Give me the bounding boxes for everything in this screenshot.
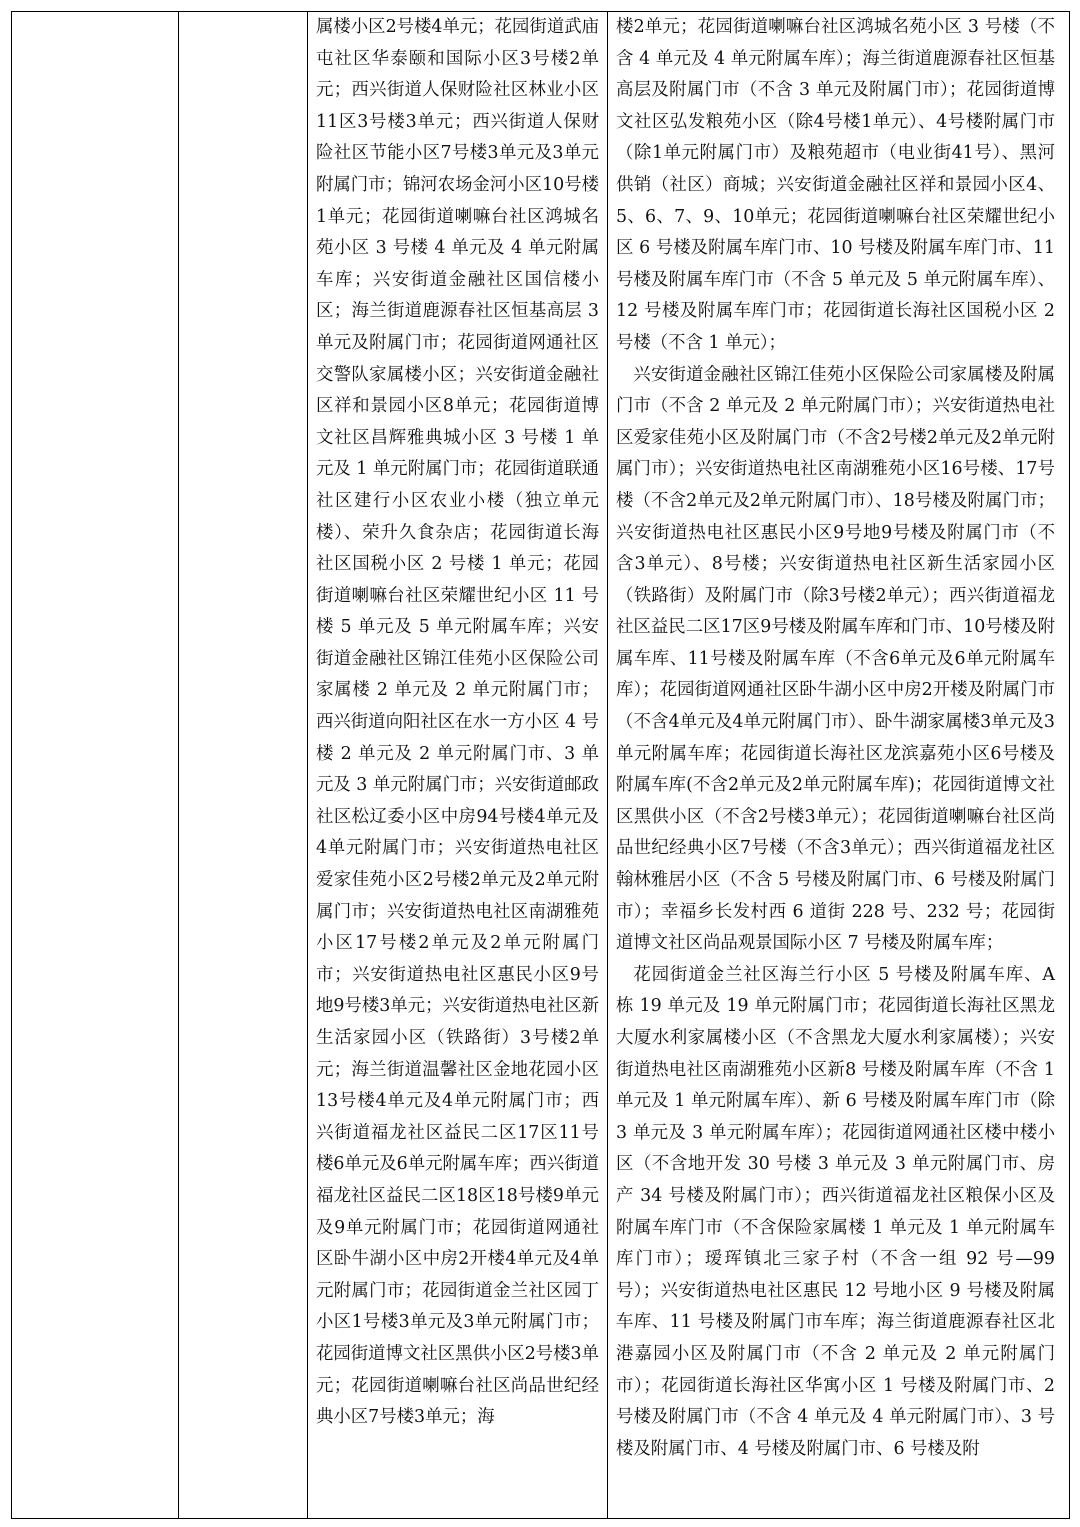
col4-paragraph-2: 兴安街道金融社区锦江佳苑小区保险公司家属楼及附属门市（不含 2 单元及 2 单元附属门市）；兴安街道热电社区爱家佳苑小区及附属门市（不含2号楼2单元及2单元附属门市）；兴安街道热电社区南湖雅苑小区16号楼、17号楼（不含2单元及2单元附属门市）、18号楼及附属门市；兴安街道热电社区惠民小区9号地9号楼及附属门市（不含3单元）、8号楼；兴安街道热电社区新生活家园小区（铁路街）及附属门市（除3号楼2单元）；西兴街道福龙社区益民二区17区9号楼及附属车库和门市、10号楼及附属车库、11号楼及附属车库（不含6单元及6单元附属车库）；花园街道网通社区卧牛湖小区中房2开楼及附属门市（不含4单元及4单元附属门市）、卧牛湖家属楼3单元及3单元附属车库；花园街道长海社区龙滨嘉苑小区6号楼及附属车库(不含2单元及2单元附属车库)；花园街道博文社区黑供小区（不含2号楼3单元）；花园街道喇嘛台社区尚品世纪经典小区7号楼（不含3单元）；西兴街道福龙社区翰林雅居小区（不含 5 号楼及附属门市、6 号楼及附属门市）；幸福乡长发村西 6 道街 228 号、232 号；花园街道博文社区尚品观景国际小区 7 号楼及附属车库；: [616, 364, 1055, 954]
table-cell-col3: [308, 12, 608, 1519]
table-cell-col2: [179, 12, 308, 1519]
table-cell-col4: [608, 12, 1070, 1519]
document-table: [11, 11, 1070, 1519]
table-row: [12, 12, 1070, 1519]
cell-text-col4: [608, 12, 1069, 1518]
col4-paragraph-3: 花园街道金兰社区海兰行小区 5 号楼及附属车库、A 栋 19 单元及 19 单元附属门市；花园街道长海社区黑龙大厦水利家属楼小区（不含黑龙大厦水利家属楼）；兴安街道热电社区南湖雅苑小区新8 号楼及附属车库（不含 1 单元及 1 单元附属车库）、新 6 号楼及附属车库门市（除 3 单元及 3 单元附属车库）；花园街道网通社区楼中楼小区（不含地开发 30 号楼 3 单元及 3 单元附属门市、房产 34 号楼及附属门市）；西兴街道福龙社区粮保小区及附属车库门市（不含保险家属楼 1 单元及 1 单元附属车库门市）；瑷珲镇北三家子村（不含一组 92 号—99 号）；兴安街道热电社区惠民 12 号地小区 9 号楼及附属车库、11 号楼及附属门市车库；海兰街道鹿源春社区北港嘉园小区及附属门市（不含 2 单元及 2 单元附属门市）；花园街道长海社区华寓小区 1 号楼及附属门市、2 号楼及附属门市（不含 4 单元及 4 单元附属门市）、3 号楼及附属门市、4 号楼及附属门市、6 号楼及附: [616, 964, 1055, 1459]
cell-text-col3: 属楼小区2号楼4单元；花园街道武庙屯社区华泰颐和国际小区3号楼2单元；西兴街道人保财险社区林业小区11区3号楼3单元；西兴街道人保财险社区节能小区7号楼3单元及3单元附属门市；锦河农场金河小区10号楼1单元；花园街道喇嘛台社区鸿城名苑小区 3 号楼 4 单元及 4 单元附属车库；兴安街道金融社区国信楼小区；海兰街道鹿源春社区恒基高层 3 单元及附属门市；花园街道网通社区交警队家属楼小区；兴安街道金融社区祥和景园小区8单元；花园街道博文社区昌辉雅典城小区 3 号楼 1 单元及 1 单元附属门市；花园街道联通社区建行小区农业小楼（独立单元楼）、荣升久食杂店；花园街道长海社区国税小区 2 号楼 1 单元；花园街道喇嘛台社区荣耀世纪小区 11 号楼 5 单元及 5 单元附属车库；兴安街道金融社区锦江佳苑小区保险公司家属楼 2 单元及 2 单元附属门市；西兴街道向阳社区在水一方小区 4 号楼 2 单元及 2 单元附属门市、3 单元及 3 单元附属门市；兴安街道邮政社区松辽委小区中房94号楼4单元及4单元附属门市；兴安街道热电社区爱家佳苑小区2号楼2单元及2单元附属门市；兴安街道热电社区南湖雅苑小区17号楼2单元及2单元附属门市；兴安街道热电社区惠民小区9号地9号楼3单元；兴安街道热电社区新生活家园小区（铁路街）3号楼2单元；海兰街道温馨社区金地花园小区13号楼4单元及4单元附属门市；西兴街道福龙社区益民二区17区11号楼6单元及6单元附属车库；西兴街道福龙社区益民二区18区18号楼9单元及9单元附属门市；花园街道网通社区卧牛湖小区中房2开楼4单元及4单元附属门市；花园街道金兰社区园丁小区1号楼3单元及3单元附属门市；花园街道博文社区黑供小区2号楼3单元；花园街道喇嘛台社区尚品世纪经典小区7号楼3单元；海: [316, 17, 599, 1428]
col4-paragraph-1: 楼2单元；花园街道喇嘛台社区鸿城名苑小区 3 号楼（不含 4 单元及 4 单元附属车库）；海兰街道鹿源春社区恒基高层及附属门市（不含 3 单元及附属门市）；花园街道博文社区弘发粮苑小区（除4号楼1单元）、4号楼附属门市（除1单元附属门市）及粮苑超市（电业街41号）、黑河供销（社区）商城；兴安街道金融社区祥和景园小区4、5、6、7、9、10单元；花园街道喇嘛台社区荣耀世纪小区 6 号楼及附属车库门市、10 号楼及附属车库门市、11 号楼及附属车库门市（不含 5 单元及 5 单元附属车库）、12 号楼及附属车库门市；花园街道长海社区国税小区 2 号楼（不含 1 单元）；: [616, 17, 1055, 353]
table-cell-col1: [12, 12, 179, 1519]
